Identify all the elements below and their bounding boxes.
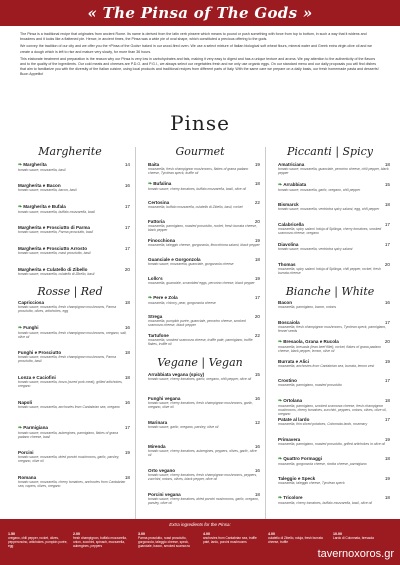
menu-item-title: Porcini vegana [148, 492, 181, 497]
menu-item-price: 18 [384, 456, 390, 461]
section-heading-vegane [140, 356, 260, 369]
menu-item-title: Boscaiola [278, 319, 300, 325]
menu-item [18, 183, 130, 192]
menu-item-price: 18 [384, 202, 390, 207]
menu-item-price: 17 [254, 295, 260, 300]
menu-item-price: 22 [254, 200, 260, 205]
menu-item-title: Amatriciana [278, 162, 305, 167]
menu-item [148, 295, 260, 305]
menu-item-price: 19 [254, 276, 260, 281]
menu-item-price: 22 [254, 333, 260, 338]
menu-item [278, 300, 390, 309]
menu-item-description: mozzarella, fresh champignon mushrooms, flakes of grana padano cheese, Tyrolean speck, truffle oil [148, 167, 249, 175]
menu-item-title: Baita [148, 162, 160, 167]
menu-item-description: tomato sauce, cherry tomatoes, garlic, oregano, chili pepper, olive oil [148, 377, 252, 381]
menu-item-title: Arrabbiata vegana (spicy) [148, 372, 205, 377]
menu-item-title: Finocchiona [148, 238, 176, 243]
menu-item-description: mozzarella, spicy salami 'nduja di Spilinga, chili pepper, rocket, fresh burrata cheese [278, 267, 381, 275]
menu-banner: « The Pinsa of The Gods » [0, 0, 400, 26]
menu-item-price: 17 [124, 204, 130, 209]
menu-item-price: 19 [254, 162, 260, 167]
menu-item-price: 16 [254, 444, 260, 449]
menu-item-description: tomato sauce, mozzarella, ventricina spicy salami, egg, chili pepper [278, 207, 380, 211]
menu-item-price: 19 [254, 238, 260, 243]
menu-item-description: tomato sauce, mozzarella, dried porcini mushrooms, garlic, parsley, oregano, olive oil [18, 455, 120, 463]
menu-item-title: Margherita [23, 162, 47, 167]
menu-item-price: 16 [254, 396, 260, 401]
menu-item-title: Pere e Zola [153, 295, 178, 300]
menu-item [148, 162, 260, 175]
menu-item-price: 19 [124, 450, 130, 455]
section-heading-bianche [270, 285, 390, 298]
menu-item-title: Bacon [278, 300, 293, 305]
menu-item-title: Crostino [278, 378, 297, 383]
menu-item-price: 20 [384, 339, 390, 344]
menu-item [148, 396, 260, 409]
menu-item-price: 20 [384, 262, 390, 267]
menu-item-title: Margherita e Bacon [18, 183, 61, 188]
menu-item-description: mozzarella, fresh champignon mushrooms, Tyrolean speck, parmigiano, fennel seeds [278, 324, 387, 333]
menu-item-description: mozzarella, spicy salami 'nduja di Spilinga, cherry tomatoes, smoked scamorza cheese, oregano [278, 227, 382, 235]
extra-price: 3.00 [138, 532, 145, 536]
menu-item-description: mozzarella, parmigiano, roasted prosciutto, rocket, fresh burrata cheese, black pepper [148, 224, 257, 232]
menu-item-title: Tartufone [148, 333, 169, 338]
menu-item-price: 18 [124, 375, 130, 380]
menu-item [18, 375, 130, 388]
menu-item-price: 17 [124, 225, 130, 230]
menu-item-price: 16 [254, 468, 260, 473]
menu-item-price: 18 [254, 492, 260, 497]
menu-item-price: 17 [384, 319, 390, 325]
menu-item-title: Margherita e Culatello di Zibello [18, 267, 88, 272]
menu-item-title: Capricciosa [18, 300, 45, 305]
menu-item [18, 225, 130, 234]
extra-ingredient-group [8, 532, 68, 548]
menu-item-title: Porcini [18, 450, 34, 455]
menu-item-description: tomato sauce, mozzarella, guanciale, gorgonzola cheese [148, 262, 234, 266]
extra-price: 4.00 [268, 532, 275, 536]
menu-item [18, 246, 130, 255]
menu-item-description: mozzarella, parmigiano, smoked scamorza cheese, fresh champignon mushrooms, cherry tomatoes, zucchini, peppers, onions, olives, olive oil, oregano [278, 403, 387, 416]
menu-item-price: 18 [124, 300, 130, 305]
menu-item [18, 300, 130, 313]
vegetarian-leaf-icon: ❧ [278, 456, 283, 462]
menu-item [148, 372, 260, 381]
menu-item-description: tomato sauce, mozzarella, basil [18, 168, 66, 172]
menu-item-price: 16 [124, 400, 130, 405]
section-label: Rosse | Red [37, 285, 103, 298]
column-divider [265, 147, 266, 522]
menu-item [278, 378, 390, 387]
menu-item-description: tomato sauce, mozzarella, fresh champignon mushrooms, Parma prosciutto, olives, artichokes, egg [18, 305, 116, 313]
extra-ingredient-group [333, 532, 393, 540]
vegetarian-leaf-icon: ❧ [18, 325, 23, 331]
column-divider [135, 147, 136, 522]
menu-item-description: mozzarella, gorgonzola cheese, ricotta cheese, parmigiano [278, 462, 367, 466]
menu-item-title: Guanciale e Gorgonzola [148, 257, 201, 262]
menu-item [18, 162, 130, 172]
menu-item-price: 19 [384, 436, 390, 442]
menu-item [148, 219, 260, 232]
menu-item [148, 420, 260, 429]
menu-item-price: 18 [124, 475, 130, 480]
menu-item-price: 15 [384, 182, 390, 187]
menu-item-price: 17 [124, 425, 130, 430]
menu-item-description: tomato sauce, mozzarella, lonza (cured pork meat), grilled artichokes, oregano [18, 380, 123, 388]
menu-item-price: 14 [124, 162, 130, 167]
menu-item [148, 314, 260, 327]
menu-item [18, 350, 130, 363]
section-heading-piccanti [270, 145, 390, 158]
vegetarian-leaf-icon: ❧ [278, 397, 283, 404]
menu-item [278, 182, 390, 192]
intro-paragraph-2: We convey the tradition of our city and we offer you the «Pinsa of the Gods» baked in our wood-fired oven. We use a select mixture of Italian biological soft wheat flours, mineral water and Greek extra virgin olive oil and we create a dough which is left to rise and mature very slowly, for more than 36 hours. [20, 44, 372, 54]
menu-item-title: Quattro Formaggi [283, 456, 322, 461]
menu-item-description: tomato sauce, cherry tomatoes, dried porcini mushrooms, garlic, oregano, parsley, olive oil [148, 497, 259, 505]
menu-item-description: tomato sauce, mozzarella, fresh champignon mushrooms, Parma prosciutto, basil [18, 355, 116, 363]
vegetarian-leaf-icon: ❧ [18, 162, 23, 168]
menu-item-title: Bresaola, Grana e Rucola [283, 339, 339, 344]
menu-item [148, 200, 260, 209]
menu-item-title: Arrabbiata [283, 182, 307, 187]
extra-items: fresh champignon, buffalo mozzarella, onion, zucchini, spinach, mozzarella, aubergines, peppers [73, 536, 127, 548]
section-label: Gourmet [175, 145, 225, 158]
extra-price: 4.00 [203, 532, 210, 536]
menu-item-title: Orto vegano [148, 468, 176, 473]
menu-item-title: Thomas [278, 262, 296, 267]
menu-item-price: 16 [124, 325, 130, 330]
menu-item-description: tomato sauce, mozzarella, garlic, oregano, chili pepper [278, 188, 361, 192]
menu-item-title: Primavera [278, 436, 301, 442]
menu-item [18, 325, 130, 339]
menu-item [278, 398, 390, 416]
menu-item-title: Taleggio e Speck [278, 475, 316, 481]
menu-item-description: mozzarella, parmigiano, roasted prosciutto [278, 383, 342, 387]
menu-item-title: Calabricella [278, 222, 304, 227]
menu-item-description: mozzarella, anchovies from Cantabrian sea, burrata, lemon zest [278, 363, 375, 368]
section-label: Vegane | Vegan [157, 356, 243, 369]
extra-items: oregano, chili pepper, rocket, olives, pepperoncino, artichokes, pumpkin purée, egg [8, 536, 68, 548]
menu-item [278, 417, 390, 426]
vegetarian-leaf-icon: ❧ [18, 425, 23, 431]
extra-items: anchovies from Cantabrian sea, truffle paté, lardo, porcini mushrooms [203, 536, 257, 544]
menu-item-description: mozzarella, parmigiano, bacon, onions [278, 305, 337, 309]
menu-item-title: Romana [18, 475, 37, 480]
menu-item [148, 492, 260, 505]
menu-item-title: Tricolore [283, 495, 303, 500]
menu-item-title: Fattoria [148, 219, 165, 224]
extra-price: 1.50 [8, 532, 15, 536]
menu-item [18, 425, 130, 439]
menu-item-price: 18 [254, 181, 260, 186]
menu-item [148, 257, 260, 266]
menu-item-description: mozzarella, cherry tomatoes, buffalo mozzarella, basil, olive oil [278, 501, 373, 505]
menu-item-title: Napoli [18, 400, 33, 405]
menu-item-description: tomato sauce, mozzarella, Parma prosciutto, basil [18, 230, 94, 234]
extra-ingredient-group [203, 532, 263, 544]
menu-item-title: Burrata e Alici [278, 358, 309, 364]
menu-item-price: 16 [384, 300, 390, 305]
menu-item-description: mozzarella, taleggio cheese, Tyrolean speck [278, 480, 345, 485]
menu-item [148, 181, 260, 191]
menu-item-description: tomato sauce, mozzarella, culatello di Zibello, basil [18, 272, 95, 276]
menu-item-price: 12 [254, 420, 260, 425]
menu-item-price: 18 [384, 495, 390, 500]
vegetarian-leaf-icon: ❧ [148, 181, 153, 187]
vegetarian-leaf-icon: ❧ [278, 495, 283, 501]
menu-item-price: 19 [384, 475, 390, 481]
menu-item-title: Funghi vegana [148, 396, 181, 401]
menu-item [278, 320, 390, 333]
menu-item-price: 15 [254, 372, 260, 377]
menu-item-description: tomato sauce, mozzarella, anchovies from Cantabrian sea, oregano [18, 405, 120, 409]
menu-item-description: mozzarella, bresaola (lean beef fillet), rocket, flakes of grana padano cheese, black pepper, lemon, olive oil [278, 345, 381, 353]
section-label: Margherite [38, 145, 102, 158]
page-title: Pinse [170, 111, 230, 135]
intro-text [20, 32, 380, 80]
menu-item-price: 18 [254, 257, 260, 262]
menu-item-description: mozzarella, buffalo mozzarella, culatello di Zibello, basil, rocket [148, 205, 243, 209]
menu-item-description: tomato sauce, cherry tomatoes, aubergines, peppers, olives, garlic, olive oil [148, 449, 257, 457]
menu-item-description: mozzarella, thin sliced potatoes, Colonnata lardo, rosemary [278, 422, 368, 426]
watermark: tavernoxoros.gr [317, 548, 394, 560]
menu-item-description: tomato sauce, mozzarella, bacon, basil [18, 188, 77, 192]
menu-item-price: 20 [254, 314, 260, 319]
menu-item [278, 476, 390, 485]
vegetarian-leaf-icon: ❧ [18, 204, 23, 210]
menu-item-description: mozzarella, parmigiano, roasted prosciutto, grilled artichokes in olive oil [278, 441, 386, 446]
menu-item-title: Stregа [148, 314, 163, 319]
menu-item [278, 202, 390, 211]
menu-item [278, 222, 390, 235]
section-heading-margherite [10, 145, 130, 158]
menu-item-title: Margherita e Bufala [23, 204, 66, 209]
section-label: Piccanti | Spicy [287, 145, 373, 158]
menu-item-title: Funghi [23, 325, 39, 330]
menu-item-description: mozzarella, chicory, pear, gorgonzola cheese [148, 301, 216, 305]
menu-item-description: tomato sauce, cherry tomatoes, fresh champignon mushrooms, garlic, oregano, olive oil [148, 401, 253, 409]
menu-item-description: tomato sauce, mozzarella, fresh champignon mushrooms, oregano, salt, olive oil [18, 331, 127, 339]
menu-item-description: mozzarella, taleggio cheese, gorgonzola, finocchiona salami, black pepper [148, 243, 260, 247]
menu-item-description: tomato sauce, mozzarella, aubergines, parmigiano, flakes of grana padano cheese, basil [18, 431, 119, 439]
extra-items: culatello di Zibello, nduja, fresh burrata cheese, truffle [268, 536, 323, 544]
vegetarian-leaf-icon: ❧ [148, 295, 153, 301]
menu-item [278, 242, 390, 251]
menu-item-price: 16 [124, 183, 130, 188]
menu-item-title: Parmigiana [23, 425, 48, 430]
menu-item [18, 475, 130, 488]
menu-item [278, 162, 390, 175]
extra-items: Parma prosciutto, roast prosciutto, gorgonzola, taleggio cheese, speck, guanciale, bacon, smoked scamorza [138, 536, 190, 548]
menu-item-description: mozzarella, pumpkin purée, guanciale, pecorino cheese, smoked scamorza cheese, black pepper [148, 319, 246, 327]
vegetarian-leaf-icon: ❧ [278, 339, 283, 345]
menu-item-description: tomato sauce, mozzarella, ventricina spicy salami [278, 247, 353, 251]
menu-item [148, 238, 260, 247]
menu-item-title: Funghi e Prosciutto [18, 350, 62, 355]
intro-paragraph-3: This elaborate treatment and preparation is the reason why our Pinsa is very low in carbohydrates and fats, making it very easy to digest and has a unique texture and aroma. We pay attention to the authenticity of the flavors and to the quality of the ingredients. Our cold meats and cheeses are P.D.O. and P.G.I., we always select our vegetables fresh and we only use organic eggs. On our standard menu and our daily proposals you will find dishes that aim to familiarize you with the diversity of the Italian cuisine, using local products and traditional recipes from different parts of Italy. With the same care we prepare on a daily basis, our fresh homemade pasta and desserts! Buon Appetito! [20, 56, 379, 77]
menu-item [18, 267, 130, 276]
extra-ingredient-group [138, 532, 198, 548]
menu-item-description: tomato sauce, cherry tomatoes, buffalo mozzarella, basil, olive oil [148, 187, 246, 191]
menu-item-description: tomato sauce, mozzarella, roast prosciutto, basil [18, 251, 91, 255]
menu-item-price: 18 [124, 350, 130, 355]
menu-item-description: mozzarella, smoked scamorza cheese, truffle paté, parmigiano, truffle flakes, truffle oil [148, 338, 253, 346]
menu-item-price: 17 [384, 222, 390, 227]
menu-item-price: 19 [384, 358, 390, 364]
extra-price: 10.00 [333, 532, 342, 536]
menu-item-title: Mirenda [148, 444, 166, 449]
vegetarian-leaf-icon: ❧ [278, 182, 283, 188]
menu-item-price: 18 [384, 397, 390, 403]
menu-item-title: Certosina [148, 200, 170, 205]
menu-item-title: Diavolina [278, 242, 299, 247]
menu-item-description: mozzarella, guanciale, scrambled eggs, pecorino cheese, black pepper [148, 281, 255, 285]
menu-item-price: 20 [254, 219, 260, 224]
menu-item-price: 17 [384, 378, 390, 383]
menu-item [148, 333, 260, 346]
menu-item-description: tomato sauce, mozzarella, buffalo mozzarella, basil [18, 210, 95, 214]
menu-item-title: Margherita e Prosciutto Arrosto [18, 246, 88, 251]
menu-item-price: 17 [124, 246, 130, 251]
menu-item-title: Lonza e Caciofini [18, 375, 56, 380]
menu-item-price: 17 [384, 417, 390, 422]
menu-item-title: Ortolana [283, 397, 303, 403]
menu-item-title: Lollo's [148, 276, 163, 281]
intro-paragraph-1: The Pinsa is a traditional recipe that originates from ancient Rome. Its name is derived from the latin verb pinsere which means to pound or push something with force from top to bottom, in such a way that it widens and broadens and it looks like a flattened pie. Hence, in ancient times, the Pinsa was a wide pie of oval shape, which constituted a precious offering to the gods. [20, 32, 367, 42]
menu-item [148, 444, 260, 457]
menu-item [148, 276, 260, 285]
menu-item [278, 339, 390, 353]
menu-item-title: Patate al lardo [278, 417, 310, 422]
menu-item [18, 400, 130, 409]
menu-item-title: Marinara [148, 420, 168, 425]
menu-item [278, 359, 390, 368]
section-heading-gourmet [140, 145, 260, 158]
menu-item [278, 456, 390, 466]
extra-items: Lardo di Colonnata, bresaola [333, 536, 374, 540]
extra-ingredient-group [268, 532, 328, 544]
menu-item [278, 495, 390, 505]
menu-item-price: 17 [384, 242, 390, 247]
section-label: Bianche | White [285, 285, 375, 298]
menu-item-description: tomato sauce, mozzarella, guanciale, pecorino cheese, chili pepper, black pepper [278, 167, 389, 175]
menu-item-title: Bismarck [278, 202, 299, 207]
menu-item-description: tomato sauce, garlic, oregano, parsley, olive oil [148, 425, 219, 429]
section-heading-rosse [10, 285, 130, 298]
menu-item-price: 20 [124, 267, 130, 272]
menu-item-price: 18 [384, 162, 390, 167]
menu-item-title: Margherita e Prosciutto di Parma [18, 225, 90, 230]
menu-item-description: tomato sauce, mozzarella, cherry tomatoes, anchovies from Cantabrian sea, capers, olives, oregano [18, 480, 126, 488]
menu-item-description: tomato sauce, cherry tomatoes, fresh champignon mushrooms, peppers, zucchini, onions, olives, black pepper, olive oil [148, 473, 258, 481]
extras-title: Extra ingredients for the Pinsa: [169, 522, 231, 527]
menu-item [18, 450, 130, 463]
menu-item-title: Bufalina [153, 181, 172, 186]
menu-item [278, 437, 390, 446]
extra-price: 2.00 [73, 532, 80, 536]
extra-ingredient-group [73, 532, 133, 548]
menu-item [18, 204, 130, 214]
menu-item [148, 468, 260, 481]
menu-item [278, 262, 390, 275]
